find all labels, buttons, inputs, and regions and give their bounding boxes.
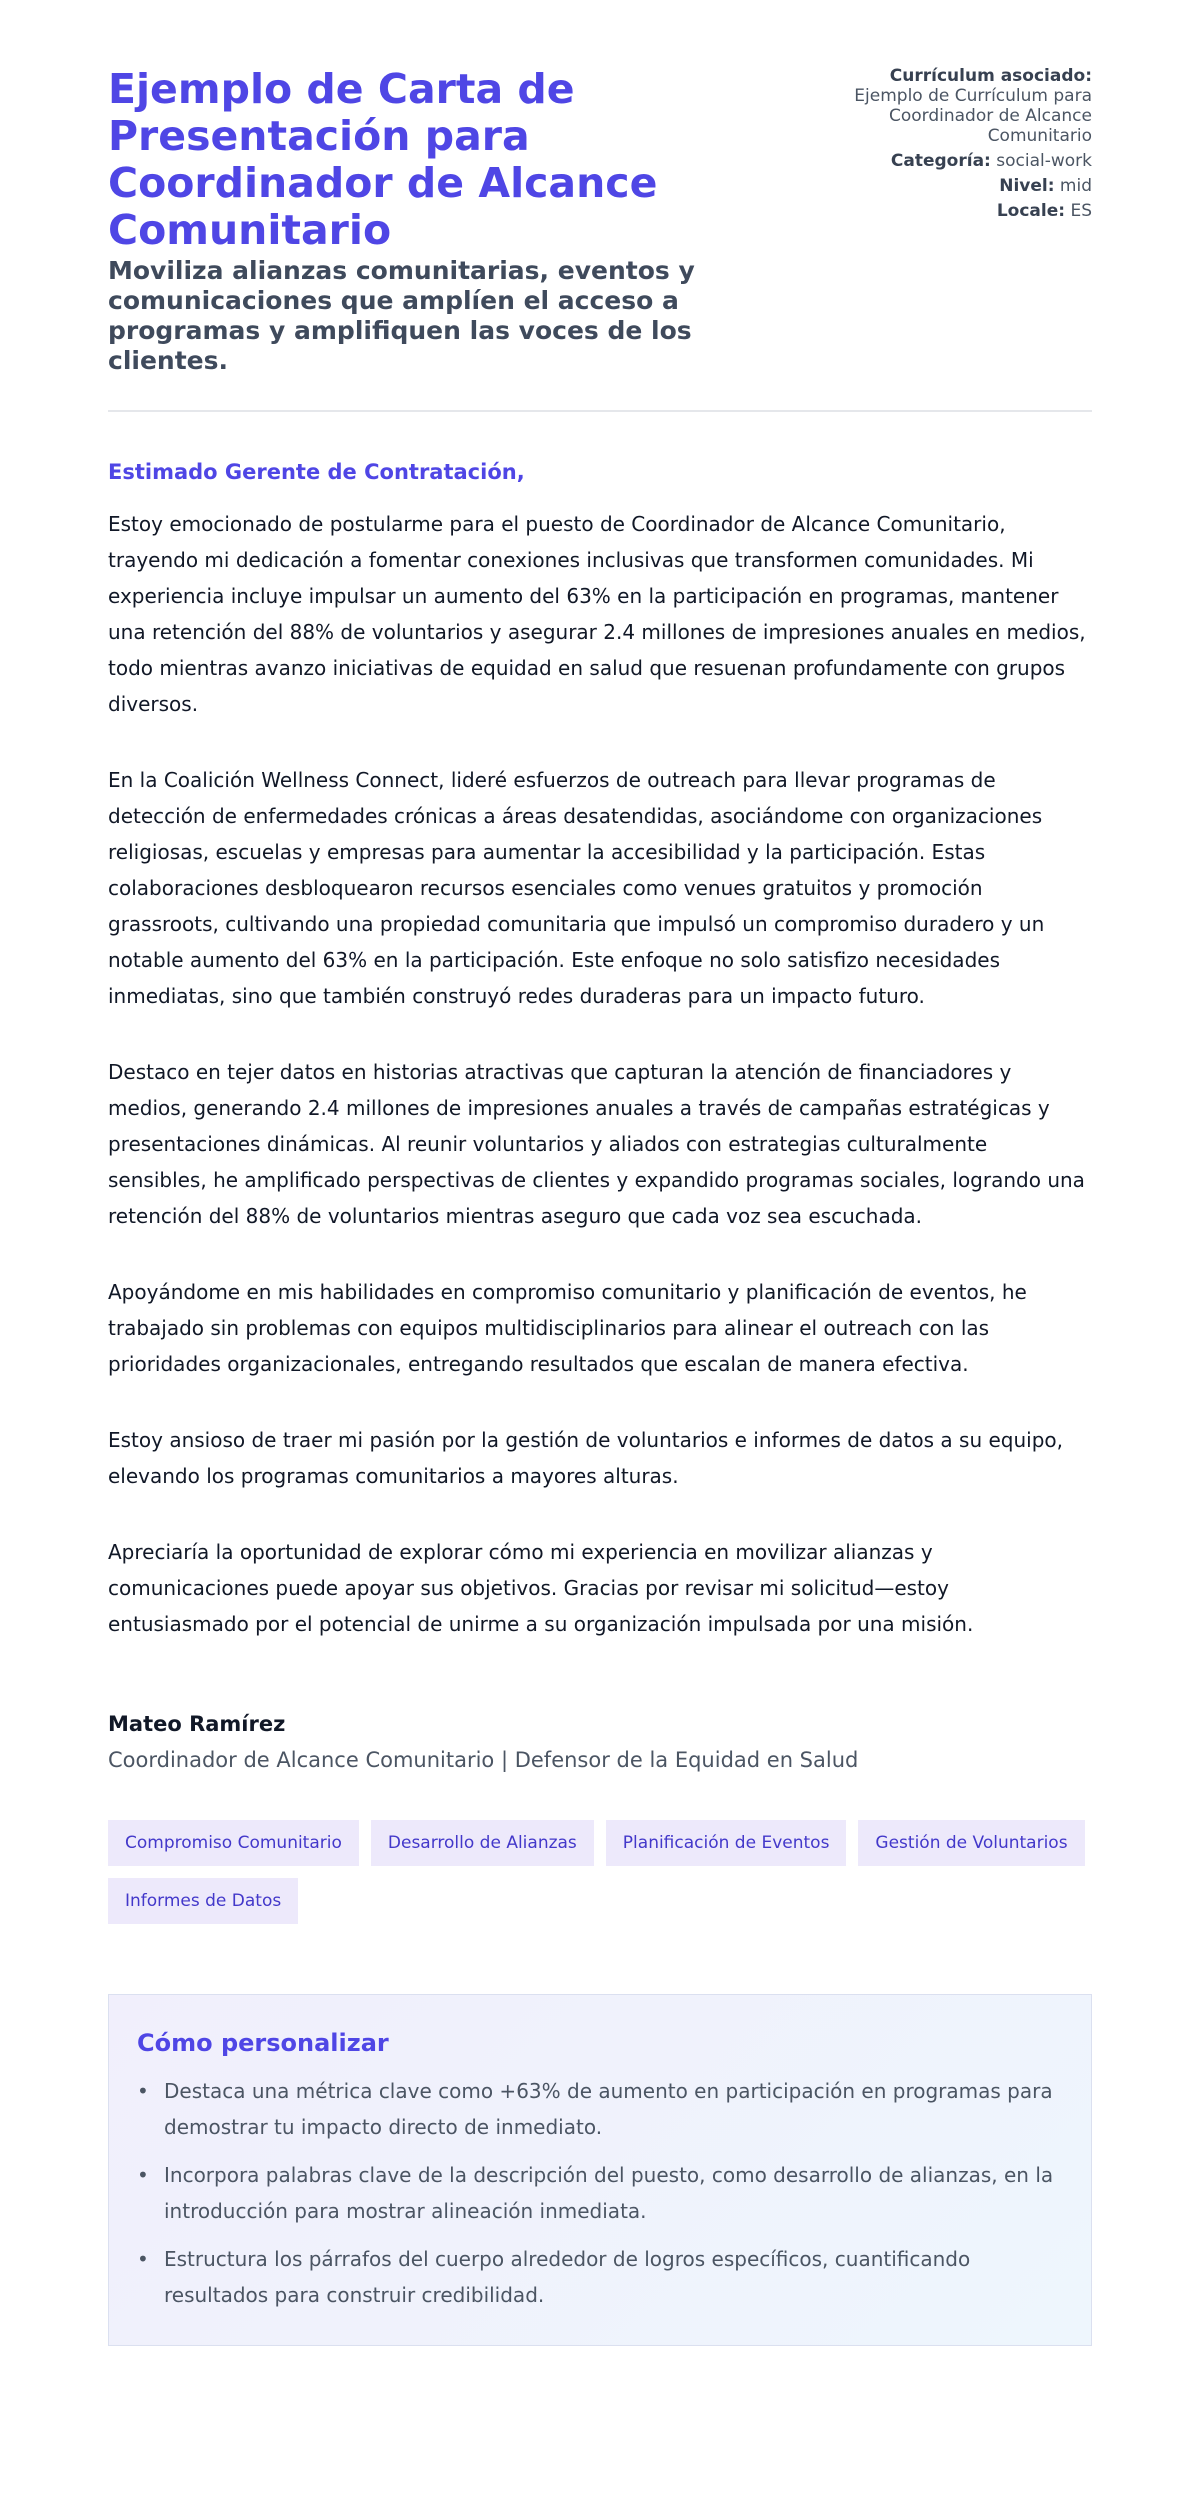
letter-paragraph: Apreciaría la oportunidad de explorar cómo mi experiencia en movilizar alianzas y comunicaciones puede apoyar sus objetivos. Gracias por revisar mi solicitud—estoy entusiasmado por el potencial de unirme a su organización impulsada por una misión. xyxy=(108,1540,974,1636)
meta-locale-value: ES xyxy=(1070,201,1092,221)
letter-paragraph: Apoyándome en mis habilidades en compromiso comunitario y planificación de eventos, he trabajado sin problemas con equipos multidisciplinarios para alinear el outreach con las prioridades organizacionales, entregando resultados que escalan de manera efectiva. xyxy=(108,1280,1027,1376)
skill-tag: Desarrollo de Alianzas xyxy=(371,1820,594,1866)
customization-tips xyxy=(108,1994,1092,2346)
meta-level-label: Nivel: xyxy=(999,176,1055,196)
skill-tag: Planificación de Eventos xyxy=(606,1820,847,1866)
meta-resume-label: Currículum asociado: xyxy=(889,66,1092,86)
salutation: Estimado Gerente de Contratación, xyxy=(108,460,525,484)
skill-tag: Compromiso Comunitario xyxy=(108,1820,359,1866)
meta-resume xyxy=(832,66,1092,146)
page-title: Ejemplo de Carta de Presentación para Coordinador de Alcance Comunitario xyxy=(108,65,658,254)
meta-locale-label: Locale: xyxy=(996,201,1066,221)
tips-title: Cómo personalizar xyxy=(137,2029,389,2057)
letter-paragraph: Destaco en tejer datos en historias atractivas que capturan la atención de financiadores y medios, generando 2.4 millones de impresiones anuales a través de campañas estratégicas y presentaciones dinámicas. Al reunir voluntarios y aliados con estrategias culturalmente sensibles, he amplificado perspectivas de clientes y expandido programas sociales, logrando una retención del 88% de voluntarios mientras aseguro que cada voz sea escuchada. xyxy=(108,1060,1085,1228)
skill-tags xyxy=(108,1820,1098,1924)
signature-name: Mateo Ramírez xyxy=(108,1712,286,1736)
meta-resume-value: Ejemplo de Currículum para Coordinador de Alcance Comunitario xyxy=(854,86,1092,146)
meta-level xyxy=(832,176,1092,196)
tips-list xyxy=(137,2073,1063,2313)
header xyxy=(108,66,1092,412)
signature-title: Coordinador de Alcance Comunitario | Defensor de la Equidad en Salud xyxy=(108,1748,859,1772)
title-block xyxy=(108,66,788,376)
meta-category xyxy=(832,151,1092,171)
cover-letter-page xyxy=(108,66,1092,2346)
letter-paragraph: En la Coalición Wellness Connect, lideré esfuerzos de outreach para llevar programas de detección de enfermedades crónicas a áreas desatendidas, asociándome con organizaciones religiosas, escuelas y empresas para aumentar la accesibilidad y la participación. Estas colaboraciones desbloquearon recursos esenciales como venues gratuitos y promoción grassroots, cultivando una propiedad comunitaria que impulsó un compromiso duradero y un notable aumento del 63% en la participación. Este enfoque no solo satisfizo necesidades inmediatas, sino que también construyó redes duraderas para un impacto futuro. xyxy=(108,768,1045,1008)
meta-panel xyxy=(832,66,1092,226)
tip-item: • Destaca una métrica clave como +63% de aumento en participación en programas para demostrar tu impacto directo de inmediato. xyxy=(137,2073,1063,2145)
meta-locale xyxy=(832,201,1092,221)
skill-tag: Informes de Datos xyxy=(108,1878,298,1924)
meta-category-value: social-work xyxy=(996,151,1092,171)
page-subtitle: Moviliza alianzas comunitarias, eventos y comunicaciones que amplíen el acceso a programas y amplifiquen las voces de los clientes. xyxy=(108,256,695,375)
meta-category-label: Categoría: xyxy=(890,151,991,171)
tip-item: • Incorpora palabras clave de la descripción del puesto, como desarrollo de alianzas, en la introducción para mostrar alineación inmediata. xyxy=(137,2157,1063,2229)
skill-tag: Gestión de Voluntarios xyxy=(858,1820,1084,1866)
letter-paragraph: Estoy emocionado de postularme para el puesto de Coordinador de Alcance Comunitario, trayendo mi dedicación a fomentar conexiones inclusivas que transformen comunidades. Mi experiencia incluye impulsar un aumento del 63% en la participación en programas, mantener una retención del 88% de voluntarios y asegurar 2.4 millones de impresiones anuales en medios, todo mientras avanzo iniciativas de equidad en salud que resuenan profundamente con grupos diversos. xyxy=(108,512,1086,716)
letter-paragraph: Estoy ansioso de traer mi pasión por la gestión de voluntarios e informes de datos a su equipo, elevando los programas comunitarios a mayores alturas. xyxy=(108,1428,1063,1488)
meta-level-value: mid xyxy=(1059,176,1092,196)
tip-item: • Estructura los párrafos del cuerpo alrededor de logros específicos, cuantificando resultados para construir credibilidad. xyxy=(137,2241,1063,2313)
